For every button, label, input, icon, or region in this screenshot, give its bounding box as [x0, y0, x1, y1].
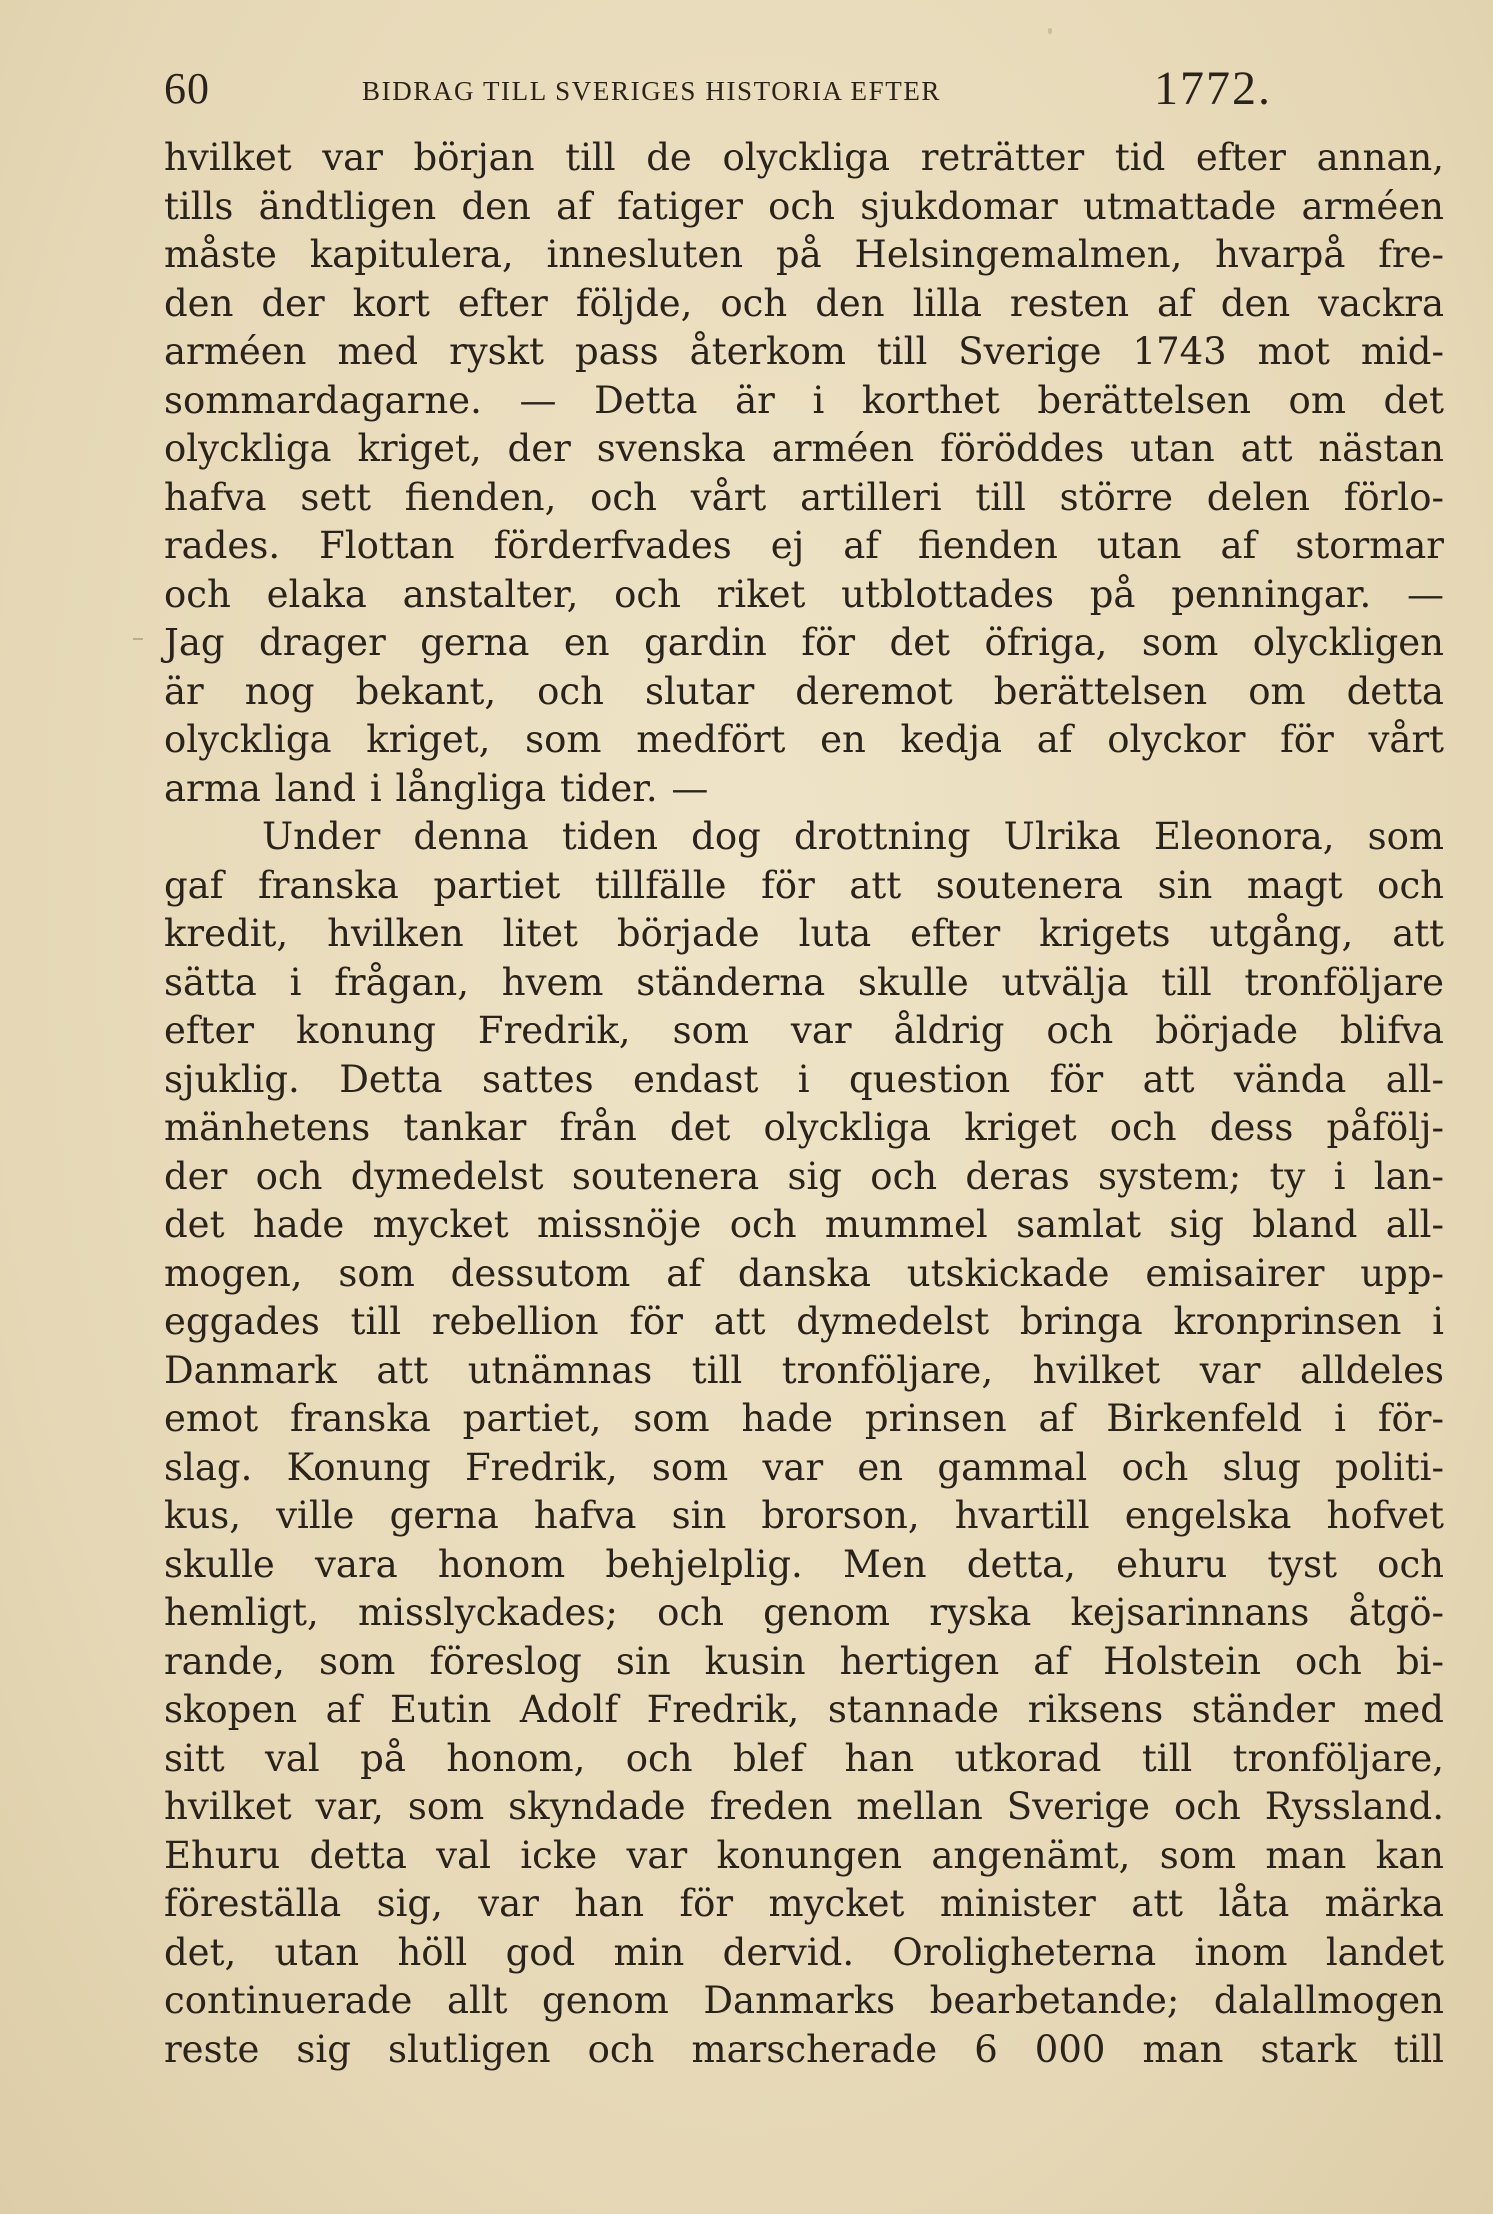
text-line: slag. Konung Fredrik, som var en gammal och slug politi- [164, 1445, 1444, 1489]
text-line: och elaka anstalter, och riket utblottades på penningar. — [164, 572, 1444, 616]
text-line: hafva sett fienden, och vårt artilleri till större delen förlo- [164, 475, 1444, 519]
text-line: der och dymedelst soutenera sig och deras system; ty i lan- [164, 1154, 1444, 1198]
text-line: den der kort efter följde, och den lilla resten af den vackra [164, 281, 1444, 325]
text-line: sätta i frågan, hvem ständerna skulle utvälja till tronföljare [164, 960, 1444, 1004]
text-line: olyckliga kriget, der svenska arméen föröddes utan att nästan [164, 427, 1444, 470]
margin-mark [133, 638, 143, 640]
text-line: det hade mycket missnöje och mummel samlat sig bland all- [164, 1203, 1444, 1246]
text-line: skulle vara honom behjelplig. Men detta, ehuru tyst och [164, 1542, 1444, 1586]
text-line: tills ändtligen den af fatiger och sjukdomar utmattade arméen [164, 184, 1444, 228]
text-line: skopen af Eutin Adolf Fredrik, stannade riksens ständer med [164, 1688, 1444, 1731]
text-line: emot franska partiet, som hade prinsen af Birkenfeld i för- [164, 1397, 1444, 1440]
text-line: det, utan höll god min dervid. Oroligheterna inom landet [164, 1930, 1444, 1974]
text-line: arméen med ryskt pass återkom till Sverige 1743 mot mid- [164, 330, 1444, 373]
text-line: reste sig slutligen och marscherade 6 000 man stark till [164, 2027, 1444, 2071]
text-line: olyckliga kriget, som medfört en kedja af olyckor för vårt [164, 718, 1444, 761]
text-line: sommardagarne. — Detta är i korthet berättelsen om det [164, 378, 1444, 422]
running-head [164, 58, 1444, 120]
text-line: Under denna tiden dog drottning Ulrika Eleonora, som [262, 815, 1444, 858]
paper-speck [1048, 28, 1052, 34]
book-page [164, 58, 1444, 2074]
text-line: hvilket var, som skyndade freden mellan Sverige och Ryssland. [164, 1785, 1444, 1828]
text-line: Ehuru detta val icke var konungen angenämt, som man kan [164, 1833, 1444, 1877]
text-line: måste kapitulera, innesluten på Helsingemalmen, hvarpå fre- [164, 233, 1444, 276]
text-line: mogen, som dessutom af danska utskickade emisairer upp- [164, 1251, 1444, 1295]
text-line: rande, som föreslog sin kusin hertigen af Holstein och bi- [164, 1639, 1444, 1683]
text-line: kredit, hvilken litet började luta efter krigets utgång, att [164, 912, 1444, 955]
text-line: föreställa sig, var han för mycket minister att låta märka [164, 1882, 1444, 1925]
text-line: rades. Flottan förderfvades ej af fienden utan af stormar [164, 524, 1444, 567]
body-text [164, 134, 1444, 2074]
text-line: gaf franska partiet tillfälle för att soutenera sin magt och [164, 863, 1444, 907]
text-line: mänhetens tankar från det olyckliga kriget och dess påfölj- [164, 1106, 1444, 1149]
text-line: sitt val på honom, och blef han utkorad till tronföljare, [164, 1736, 1444, 1780]
text-line: Danmark att utnämnas till tronföljare, hvilket var alldeles [164, 1348, 1444, 1392]
text-line: hemligt, misslyckades; och genom ryska kejsarinnans åtgö- [164, 1591, 1444, 1634]
text-line: Jag drager gerna en gardin för det öfriga, som olyckligen [164, 621, 1444, 664]
text-line: är nog bekant, och slutar deremot berättelsen om detta [164, 669, 1444, 713]
page-number: 60 [164, 64, 210, 113]
text-line: arma land i långliga tider. — [164, 766, 709, 810]
text-line: continuerade allt genom Danmarks bearbetande; dalallmogen [164, 1979, 1444, 2022]
text-line: hvilket var början till de olyckliga reträtter tid efter annan, [164, 136, 1444, 179]
text-line: sjuklig. Detta sattes endast i question för att vända all- [164, 1057, 1444, 1101]
running-title: BIDRAG TILL SVERIGES HISTORIA EFTER [362, 76, 942, 106]
running-title-year: 1772. [1154, 62, 1272, 115]
text-line: efter konung Fredrik, som var åldrig och började blifva [164, 1009, 1444, 1052]
text-line: eggades till rebellion för att dymedelst bringa kronprinsen i [164, 1300, 1444, 1343]
text-line: kus, ville gerna hafva sin brorson, hvartill engelska hofvet [164, 1494, 1444, 1537]
